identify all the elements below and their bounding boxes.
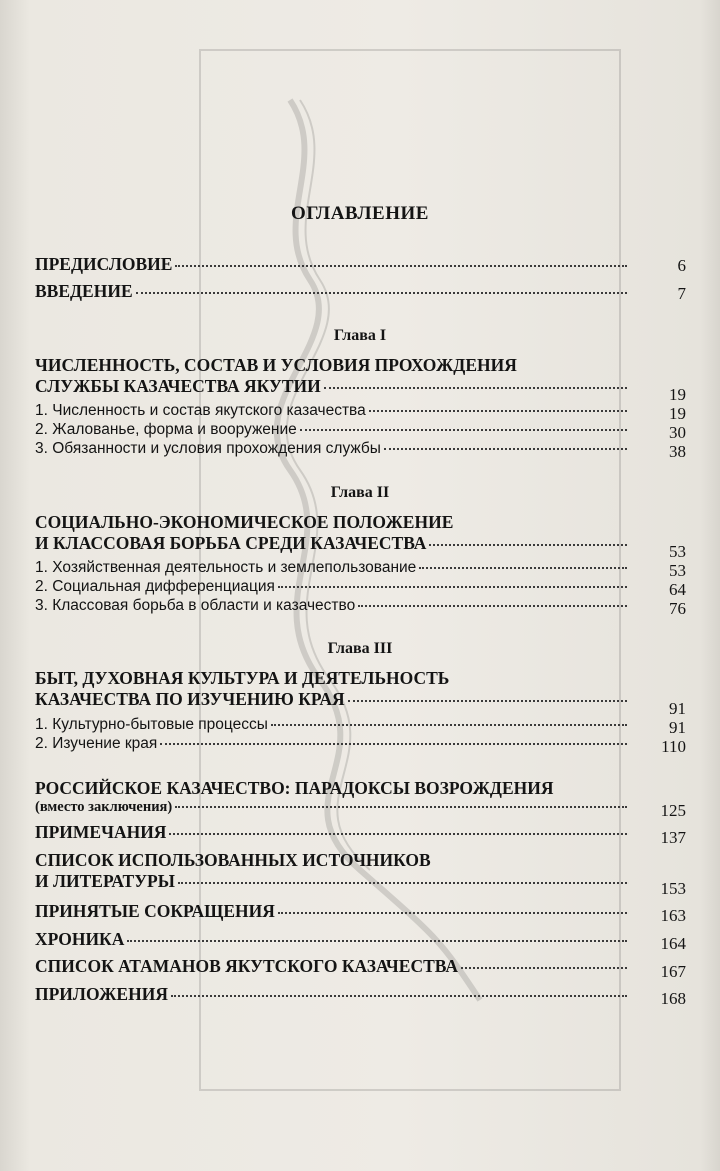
page-number: 137	[660, 828, 686, 847]
toc-entry-sources[interactable]	[35, 850, 630, 892]
toc-section[interactable]	[35, 735, 630, 753]
leader-dots	[369, 410, 627, 412]
section-label: 1. Хозяйственная деятельность и землепользование	[35, 559, 417, 576]
entry-label: ПРИНЯТЫЕ СОКРАЩЕНИЯ	[35, 901, 275, 921]
page-number: 91	[669, 699, 686, 718]
leader-dots	[348, 700, 627, 702]
page-number: 53	[669, 561, 686, 580]
section-label: 1. Культурно-бытовые процессы	[35, 716, 268, 733]
page-number: 7	[677, 284, 686, 303]
page-number: 6	[677, 256, 686, 275]
entry-label: И ЛИТЕРАТУРЫ	[35, 871, 175, 891]
chapter-title-line: СЛУЖБЫ КАЗАЧЕСТВА ЯКУТИИ	[35, 376, 321, 396]
page-number: 110	[661, 737, 686, 756]
entry-label: ВВЕДЕНИЕ	[35, 281, 133, 301]
page-number: 125	[660, 801, 686, 820]
section-label: 2. Жалованье, форма и вооружение	[35, 421, 297, 438]
chapter-title-line: СОЦИАЛЬНО-ЭКОНОМИЧЕСКОЕ ПОЛОЖЕНИЕ	[35, 512, 454, 532]
toc-section[interactable]	[35, 716, 630, 734]
entry-label: ПРЕДИСЛОВИЕ	[35, 254, 173, 274]
entry-label: ПРИЛОЖЕНИЯ	[35, 984, 168, 1004]
toc-section[interactable]	[35, 421, 630, 439]
chapter-title-line: КАЗАЧЕСТВА ПО ИЗУЧЕНИЮ КРАЯ	[35, 689, 345, 709]
toc-section[interactable]	[35, 559, 630, 577]
leader-dots	[136, 292, 627, 294]
page-number: 163	[660, 906, 686, 925]
leader-dots	[384, 448, 627, 450]
leader-dots	[160, 743, 627, 745]
page-number: 164	[660, 934, 686, 953]
leader-dots	[171, 995, 627, 997]
page-number: 30	[669, 423, 686, 442]
leader-dots	[324, 387, 627, 389]
page-number: 91	[669, 718, 686, 737]
toc-entry-conclusion[interactable]	[35, 778, 630, 816]
entry-label: (вместо заключения)	[35, 799, 173, 815]
chapter-heading: Глава I	[333, 327, 387, 344]
page-number: 76	[669, 599, 686, 618]
chapter-title-line: БЫТ, ДУХОВНАЯ КУЛЬТУРА И ДЕЯТЕЛЬНОСТЬ	[35, 668, 450, 688]
leader-dots	[278, 586, 627, 588]
entry-label: РОССИЙСКОЕ КАЗАЧЕСТВО: ПАРАДОКСЫ ВОЗРОЖДЕНИЯ	[35, 778, 554, 798]
toc-entry-appendices[interactable]	[35, 984, 630, 1005]
leader-dots	[175, 806, 627, 808]
leader-dots	[278, 912, 627, 914]
page-number: 64	[669, 580, 686, 599]
leader-dots	[419, 567, 627, 569]
toc-entry-preface[interactable]	[35, 254, 630, 275]
page-number: 168	[660, 989, 686, 1008]
page-number: 19	[669, 404, 686, 423]
toc-entry-chapter-1[interactable]	[35, 355, 630, 397]
toc-section[interactable]	[35, 597, 630, 615]
toc-entry-chronicle[interactable]	[35, 929, 630, 950]
leader-dots	[300, 429, 627, 431]
toc-title: ОГЛАВЛЕНИЕ	[291, 203, 429, 224]
leader-dots	[429, 544, 627, 546]
entry-label: ПРИМЕЧАНИЯ	[35, 822, 167, 842]
entry-label: СПИСОК АТАМАНОВ ЯКУТСКОГО КАЗАЧЕСТВА	[35, 956, 458, 976]
toc-entry-abbreviations[interactable]	[35, 901, 630, 922]
leader-dots	[178, 882, 627, 884]
page-number: 53	[669, 542, 686, 561]
chapter-title-line: И КЛАССОВАЯ БОРЬБА СРЕДИ КАЗАЧЕСТВА	[35, 533, 427, 553]
leader-dots	[169, 833, 627, 835]
toc-entry-introduction[interactable]	[35, 281, 630, 302]
toc-entry-atamans[interactable]	[35, 956, 630, 977]
leader-dots	[358, 605, 627, 607]
toc-entry-notes[interactable]	[35, 822, 630, 843]
toc-entry-chapter-3[interactable]	[35, 668, 630, 710]
entry-label: ХРОНИКА	[35, 929, 125, 949]
section-label: 2. Изучение края	[35, 735, 158, 752]
leader-dots	[271, 724, 627, 726]
leader-dots	[461, 967, 627, 969]
page-number: 19	[669, 385, 686, 404]
section-label: 2. Социальная дифференциация	[35, 578, 275, 595]
chapter-heading: Глава II	[330, 484, 390, 501]
leader-dots	[127, 940, 627, 942]
section-label: 3. Обязанности и условия прохождения службы	[35, 440, 381, 457]
chapter-heading: Глава III	[327, 640, 393, 657]
page-number: 38	[669, 442, 686, 461]
toc-section[interactable]	[35, 440, 630, 458]
entry-label: СПИСОК ИСПОЛЬЗОВАННЫХ ИСТОЧНИКОВ	[35, 850, 431, 870]
section-label: 1. Численность и состав якутского казачества	[35, 402, 366, 419]
page-number: 167	[660, 962, 686, 981]
chapter-title-line: ЧИСЛЕННОСТЬ, СОСТАВ И УСЛОВИЯ ПРОХОЖДЕНИЯ	[35, 355, 517, 375]
toc-section[interactable]	[35, 578, 630, 596]
page-number: 153	[660, 879, 686, 898]
toc-section[interactable]	[35, 402, 630, 420]
toc-entry-chapter-2[interactable]	[35, 512, 630, 554]
section-label: 3. Классовая борьба в области и казачество	[35, 597, 356, 614]
leader-dots	[175, 265, 627, 267]
